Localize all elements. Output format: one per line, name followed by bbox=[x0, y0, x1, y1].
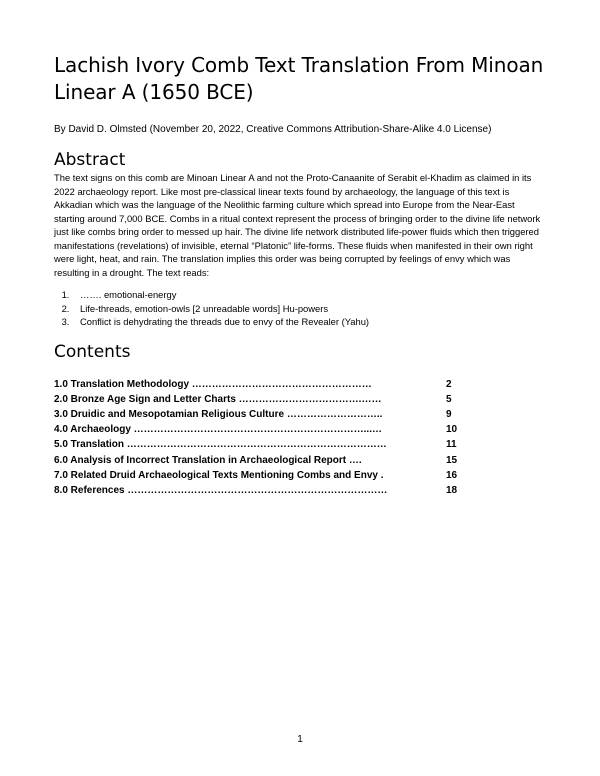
list-item: 3. Conflict is dehydrating the threads due to envy of the Revealer (Yahu) bbox=[72, 315, 546, 329]
toc-entry[interactable] bbox=[54, 377, 464, 392]
toc-entry-page: 15 bbox=[446, 454, 458, 466]
toc-entry-title: 3.0 Druidic and Mesopotamian Religious Culture ……………………….. bbox=[54, 408, 383, 420]
toc-entry-title: 2.0 Bronze Age Sign and Letter Charts ……………………………….…… bbox=[54, 393, 382, 405]
toc-entry[interactable] bbox=[54, 392, 464, 407]
toc-entry[interactable] bbox=[54, 422, 464, 437]
toc-entry[interactable] bbox=[54, 437, 464, 452]
document-page bbox=[54, 52, 546, 498]
toc-entry-page: 5 bbox=[446, 393, 452, 405]
toc-entry[interactable] bbox=[54, 483, 464, 498]
toc-entry-page: 9 bbox=[446, 408, 452, 420]
toc-entry-page: 16 bbox=[446, 469, 458, 481]
document-title: Lachish Ivory Comb Text Translation From Minoan Linear A (1650 BCE) bbox=[54, 53, 544, 104]
toc-entry[interactable] bbox=[54, 407, 464, 422]
toc-entry-title: 8.0 References …………………………………………………………………… bbox=[54, 484, 388, 496]
toc-entry-title: 1.0 Translation Methodology ……………………………………………… bbox=[54, 378, 372, 390]
toc-entry[interactable] bbox=[54, 468, 464, 483]
toc-entry-title: 4.0 Archaeology ……………………………………………………………...… bbox=[54, 424, 382, 436]
abstract-heading: Abstract bbox=[54, 150, 126, 170]
toc-entry-page: 11 bbox=[446, 439, 457, 451]
list-item: 1. ……. emotional-energy bbox=[72, 288, 546, 302]
table-of-contents bbox=[54, 377, 546, 499]
contents-heading: Contents bbox=[54, 341, 131, 362]
text-reads-list bbox=[54, 288, 546, 329]
toc-entry-title: 7.0 Related Druid Archaeological Texts Mentioning Combs and Envy . bbox=[54, 469, 384, 481]
toc-entry[interactable] bbox=[54, 453, 464, 468]
toc-entry-title: 5.0 Translation …………………………………………………………………… bbox=[54, 439, 387, 451]
toc-entry-page: 18 bbox=[446, 484, 458, 496]
page-number: 1 bbox=[297, 734, 303, 745]
list-item: 2. Life-threads, emotion-owls [2 unreadable words] Hu-powers bbox=[72, 302, 546, 316]
toc-entry-page: 10 bbox=[446, 424, 458, 436]
abstract-text: The text signs on this comb are Minoan Linear A and not the Proto-Canaanite of Serabit el-Khadim as claimed in its 2022 archaeology report. Like most pre-classical linear texts found by archaeology, the language of this text is Akkadian which was the language of the Neolithic farming culture which spread into Europe from the Near-East starting around 7,000 BCE. Combs in a ritual context represent the process of bringing order to the divine life network just like combs bring order to messed up hair. The divine life network distributed life-power fluids which then triggered manifestations (revelations) of invisible, eternal “Platonic” life-forms. These fluids when manifested in their own right were light, heat, and rain. The translation implies this order was being corrupted by feelings of envy which was resulting in a drought. The text reads: bbox=[54, 172, 541, 278]
toc-entry-page: 2 bbox=[446, 378, 452, 390]
author-byline: By David D. Olmsted (November 20, 2022, Creative Commons Attribution-Share-Alike 4.0 License) bbox=[54, 124, 492, 135]
toc-entry-title: 6.0 Analysis of Incorrect Translation in Archaeological Report …. bbox=[54, 454, 362, 466]
